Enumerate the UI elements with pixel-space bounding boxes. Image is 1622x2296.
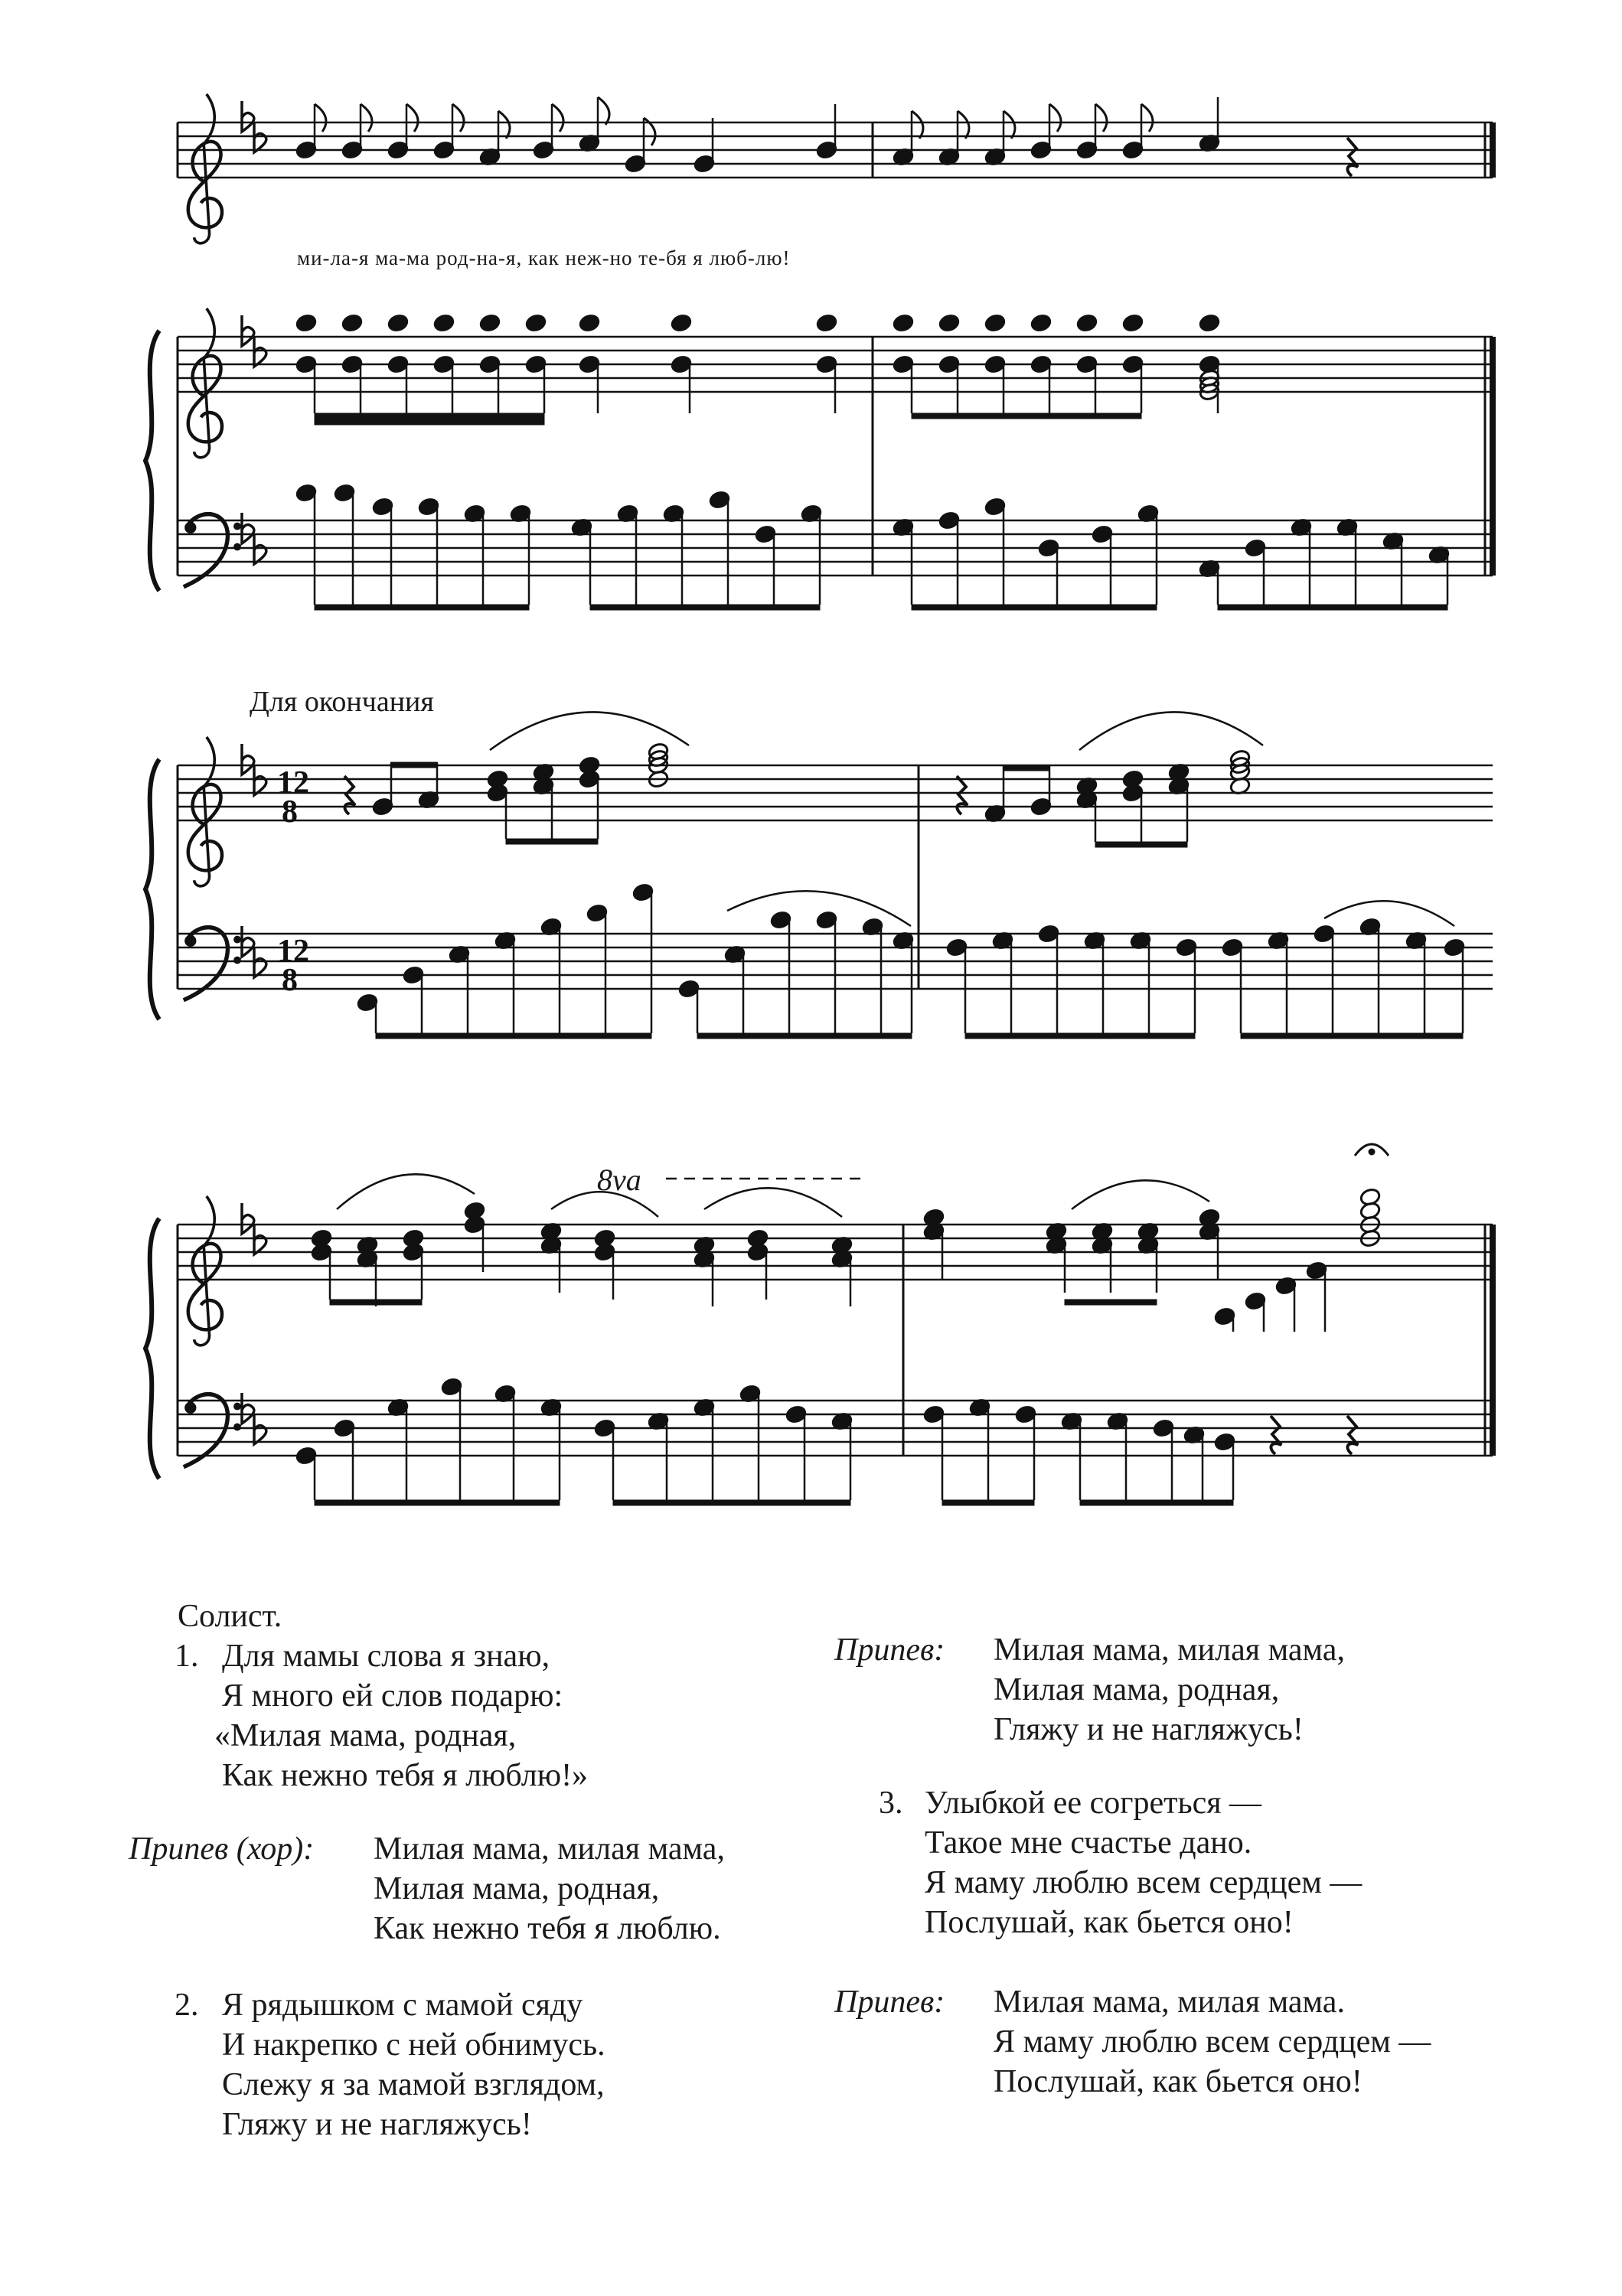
note-head	[1030, 313, 1053, 332]
note-flag	[1049, 104, 1061, 132]
chorus-3-line: Я маму люблю всем сердцем —	[994, 2024, 1431, 2060]
verse-3-line: Улыбкой ее согреться —	[925, 1786, 1262, 1821]
time-signature-bottom: 8	[282, 963, 298, 998]
verse-3-line: Послушай, как бьется оно!	[925, 1905, 1294, 1940]
verse-1-line: Для мамы слова я знаю,	[222, 1639, 550, 1674]
beam	[315, 605, 529, 610]
slur	[704, 1188, 842, 1217]
note-flag	[452, 104, 464, 132]
treble-clef	[188, 1196, 222, 1345]
treble-clef	[188, 308, 222, 458]
note-head	[1199, 313, 1221, 332]
rest	[1347, 138, 1358, 176]
chorus-3-line: Послушай, как бьется оно!	[994, 2064, 1363, 2099]
vocal-lyrics-underlay: ми-ла-я ма-ма род-на-я, как неж-но те-бя я люб-лю!	[297, 246, 791, 269]
chorus-2-label: Припев:	[834, 1632, 945, 1668]
note-head	[984, 313, 1007, 332]
beam	[965, 1033, 1195, 1039]
time-signature-top: 12	[277, 765, 309, 801]
ending-label: Для окончания	[250, 686, 434, 718]
verse-2-line: И накрепко с ней обнимусь.	[222, 2027, 605, 2063]
note-head	[387, 313, 410, 332]
note-flag	[315, 104, 326, 132]
chorus-1-line: Как нежно тебя я люблю.	[374, 1911, 721, 1946]
verse-2-line: Слежу я за мамой взглядом,	[222, 2067, 605, 2102]
verse-1-line: «Милая мама, родная,	[214, 1718, 517, 1753]
brace	[145, 1218, 159, 1479]
key-flat	[242, 744, 254, 775]
note-head	[1122, 313, 1144, 332]
key-flat	[242, 1203, 254, 1234]
chorus-2-line: Милая мама, милая мама,	[994, 1632, 1345, 1668]
verse-2-line: Гляжу и не нагляжусь!	[222, 2107, 532, 2142]
note-head	[938, 313, 961, 332]
beam	[1080, 1500, 1233, 1505]
verse-1-line: Как нежно тебя я люблю!»	[222, 1758, 589, 1793]
verse-2-line: Я рядышком с мамой сяду	[222, 1988, 583, 2023]
note-head	[579, 755, 601, 775]
beam	[697, 1033, 912, 1039]
note-head	[1076, 313, 1098, 332]
verse-3-line: Я маму люблю всем сердцем —	[925, 1865, 1363, 1900]
fermata-dot	[1369, 1149, 1375, 1155]
chorus-3-label: Припев:	[834, 1985, 945, 2020]
note-head	[1359, 1187, 1382, 1206]
beam	[590, 605, 820, 610]
beam	[315, 413, 544, 419]
beam	[1218, 605, 1447, 610]
treble-clef	[188, 94, 222, 243]
key-flat	[242, 513, 254, 543]
beam	[942, 1500, 1034, 1505]
note-head	[1122, 769, 1144, 788]
note-flag	[406, 104, 418, 132]
chorus-2-line: Милая мама, родная,	[994, 1672, 1280, 1707]
beam	[391, 762, 437, 768]
note-head	[525, 313, 547, 332]
note-head	[579, 313, 601, 332]
beam	[613, 1500, 850, 1505]
note-head	[487, 769, 509, 788]
beam	[315, 1500, 560, 1505]
verse-3-number: 3.	[879, 1786, 903, 1821]
beam	[376, 1033, 651, 1039]
chorus-2-line: Гляжу и не нагляжусь!	[994, 1712, 1304, 1747]
time-signature-top: 12	[277, 934, 309, 969]
rest	[344, 776, 355, 814]
note-head	[671, 313, 693, 332]
note-flag	[361, 104, 372, 132]
slur	[1324, 901, 1454, 926]
key-flat	[242, 315, 254, 346]
rest	[1271, 1416, 1281, 1454]
note-flag	[1095, 104, 1107, 132]
slur	[337, 1174, 475, 1209]
beam	[330, 1300, 422, 1305]
verse-1-number: 1.	[175, 1639, 199, 1674]
chorus-3-line: Милая мама, милая мама.	[994, 1985, 1345, 2020]
slur	[1079, 712, 1263, 750]
verse-3-line: Такое мне счастье дано.	[925, 1825, 1252, 1861]
chorus-1-line: Милая мама, родная,	[374, 1871, 660, 1906]
note-flag	[1004, 111, 1015, 139]
note-head	[341, 313, 364, 332]
note-head	[479, 313, 501, 332]
rest	[1347, 1416, 1358, 1454]
beam	[506, 839, 598, 844]
brace	[145, 759, 159, 1019]
rest	[957, 776, 968, 814]
note-flag	[498, 111, 510, 139]
beam	[1241, 1033, 1463, 1039]
note-head	[433, 313, 455, 332]
treble-clef	[188, 737, 222, 886]
note-head	[893, 313, 915, 332]
verse-1-line: Я много ей слов подарю:	[222, 1678, 563, 1714]
verse-2-number: 2.	[175, 1988, 199, 2023]
beam	[1095, 842, 1187, 847]
note-flag	[958, 111, 969, 139]
slur	[1072, 1180, 1209, 1209]
note-flag	[912, 111, 923, 139]
note-flag	[1141, 104, 1153, 132]
beam	[1004, 765, 1049, 771]
chorus-1-line: Милая мама, милая мама,	[374, 1831, 725, 1867]
beam	[315, 419, 544, 425]
beam	[1065, 1300, 1157, 1305]
soloist-label: Солист.	[178, 1599, 282, 1634]
key-flat	[242, 101, 254, 132]
brace	[145, 331, 159, 591]
beam	[912, 605, 1157, 610]
time-signature-bottom: 8	[282, 794, 298, 830]
key-flat	[242, 926, 254, 957]
note-flag	[598, 97, 609, 125]
chorus-1-label: Припев (хор):	[129, 1831, 315, 1867]
ottava-mark: 8va	[597, 1163, 641, 1197]
note-head	[295, 313, 318, 332]
note-flag	[552, 104, 563, 132]
note-head	[816, 313, 838, 332]
key-flat	[242, 1393, 254, 1424]
beam	[912, 413, 1141, 419]
